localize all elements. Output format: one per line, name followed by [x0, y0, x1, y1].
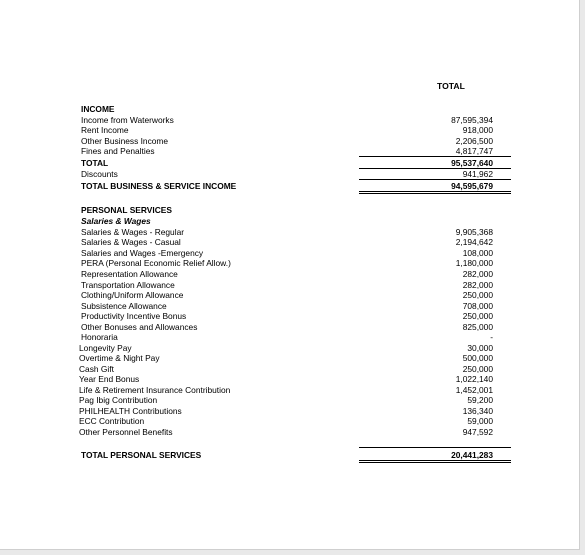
personal-services-total-value: 20,441,283 [451, 450, 493, 460]
expense-item-value: 282,000 [462, 269, 493, 279]
expense-item-label: Salaries & Wages - Casual [81, 237, 181, 247]
income-item-value: 87,595,394 [451, 115, 493, 125]
business-income-total-label: TOTAL BUSINESS & SERVICE INCOME [81, 181, 237, 191]
personal-services-heading: PERSONAL SERVICES [81, 205, 172, 215]
expense-item-label: Subsistence Allowance [81, 301, 167, 311]
income-item-value: 4,817,747 [455, 146, 493, 156]
personal-services-double-rule [359, 460, 511, 463]
personal-services-total-label: TOTAL PERSONAL SERVICES [81, 450, 202, 460]
expense-item-label: PHILHEALTH Contributions [79, 406, 182, 416]
expense-item-label: Productivity Incentive Bonus [81, 311, 187, 321]
expense-item-value: 947,592 [462, 427, 493, 437]
business-income-double-rule [359, 191, 511, 194]
expense-item-label: Longevity Pay [79, 343, 132, 353]
salaries-wages-subheading: Salaries & Wages [81, 216, 151, 226]
expense-item-value: 1,452,001 [455, 385, 493, 395]
discounts-label: Discounts [81, 169, 118, 179]
expense-item-value: 250,000 [462, 311, 493, 321]
expense-item-value: 136,340 [462, 406, 493, 416]
expense-item-value: 30,000 [467, 343, 493, 353]
total-column-header: TOTAL [437, 81, 465, 91]
income-item-label: Other Business Income [81, 136, 169, 146]
income-total-label: TOTAL [81, 158, 109, 168]
income-item-label: Rent Income [81, 125, 129, 135]
expense-item-label: Representation Allowance [81, 269, 178, 279]
expense-item-label: Salaries and Wages -Emergency [81, 248, 204, 258]
discounts-value: 941,962 [462, 169, 493, 179]
expense-item-label: Salaries & Wages - Regular [81, 227, 185, 237]
income-item-value: 2,206,500 [455, 136, 493, 146]
expense-item-value: 282,000 [462, 280, 493, 290]
expense-item-label: Overtime & Night Pay [79, 353, 160, 363]
expense-item-value: 1,022,140 [455, 374, 493, 384]
expense-item-label: Pag Ibig Contribution [79, 395, 158, 405]
expense-item-value: 708,000 [462, 301, 493, 311]
income-item-label: Fines and Penalties [81, 146, 155, 156]
expense-item-label: Cash Gift [79, 364, 114, 374]
income-heading: INCOME [81, 104, 115, 114]
discounts-rule [359, 179, 511, 180]
expense-item-value: 59,200 [467, 395, 493, 405]
personal-services-total-rule [359, 447, 511, 448]
expense-item-value: 59,000 [467, 416, 493, 426]
expense-item-value: - [490, 332, 493, 342]
expense-item-value: 250,000 [462, 364, 493, 374]
expense-item-label: Clothing/Uniform Allowance [81, 290, 184, 300]
expense-item-label: Transportation Allowance [81, 280, 175, 290]
expense-item-label: Life & Retirement Insurance Contribution [79, 385, 231, 395]
expense-item-value: 1,180,000 [455, 258, 493, 268]
expense-item-value: 500,000 [462, 353, 493, 363]
expense-item-label: Honoraria [81, 332, 118, 342]
expense-item-value: 2,194,642 [455, 237, 493, 247]
expense-item-label: Year End Bonus [79, 374, 140, 384]
expense-item-value: 250,000 [462, 290, 493, 300]
expense-item-value: 9,905,368 [455, 227, 493, 237]
business-income-total-value: 94,595,679 [451, 181, 493, 191]
expense-item-value: 825,000 [462, 322, 493, 332]
expense-item-value: 108,000 [462, 248, 493, 258]
income-item-value: 918,000 [462, 125, 493, 135]
income-total-value: 95,537,640 [451, 158, 493, 168]
income-subtotal-rule [359, 156, 511, 157]
expense-item-label: ECC Contribution [79, 416, 145, 426]
income-item-label: Income from Waterworks [81, 115, 174, 125]
expense-item-label: Other Bonuses and Allowances [81, 322, 198, 332]
expense-item-label: Other Personnel Benefits [79, 427, 173, 437]
expense-item-label: PERA (Personal Economic Relief Allow.) [81, 258, 231, 268]
